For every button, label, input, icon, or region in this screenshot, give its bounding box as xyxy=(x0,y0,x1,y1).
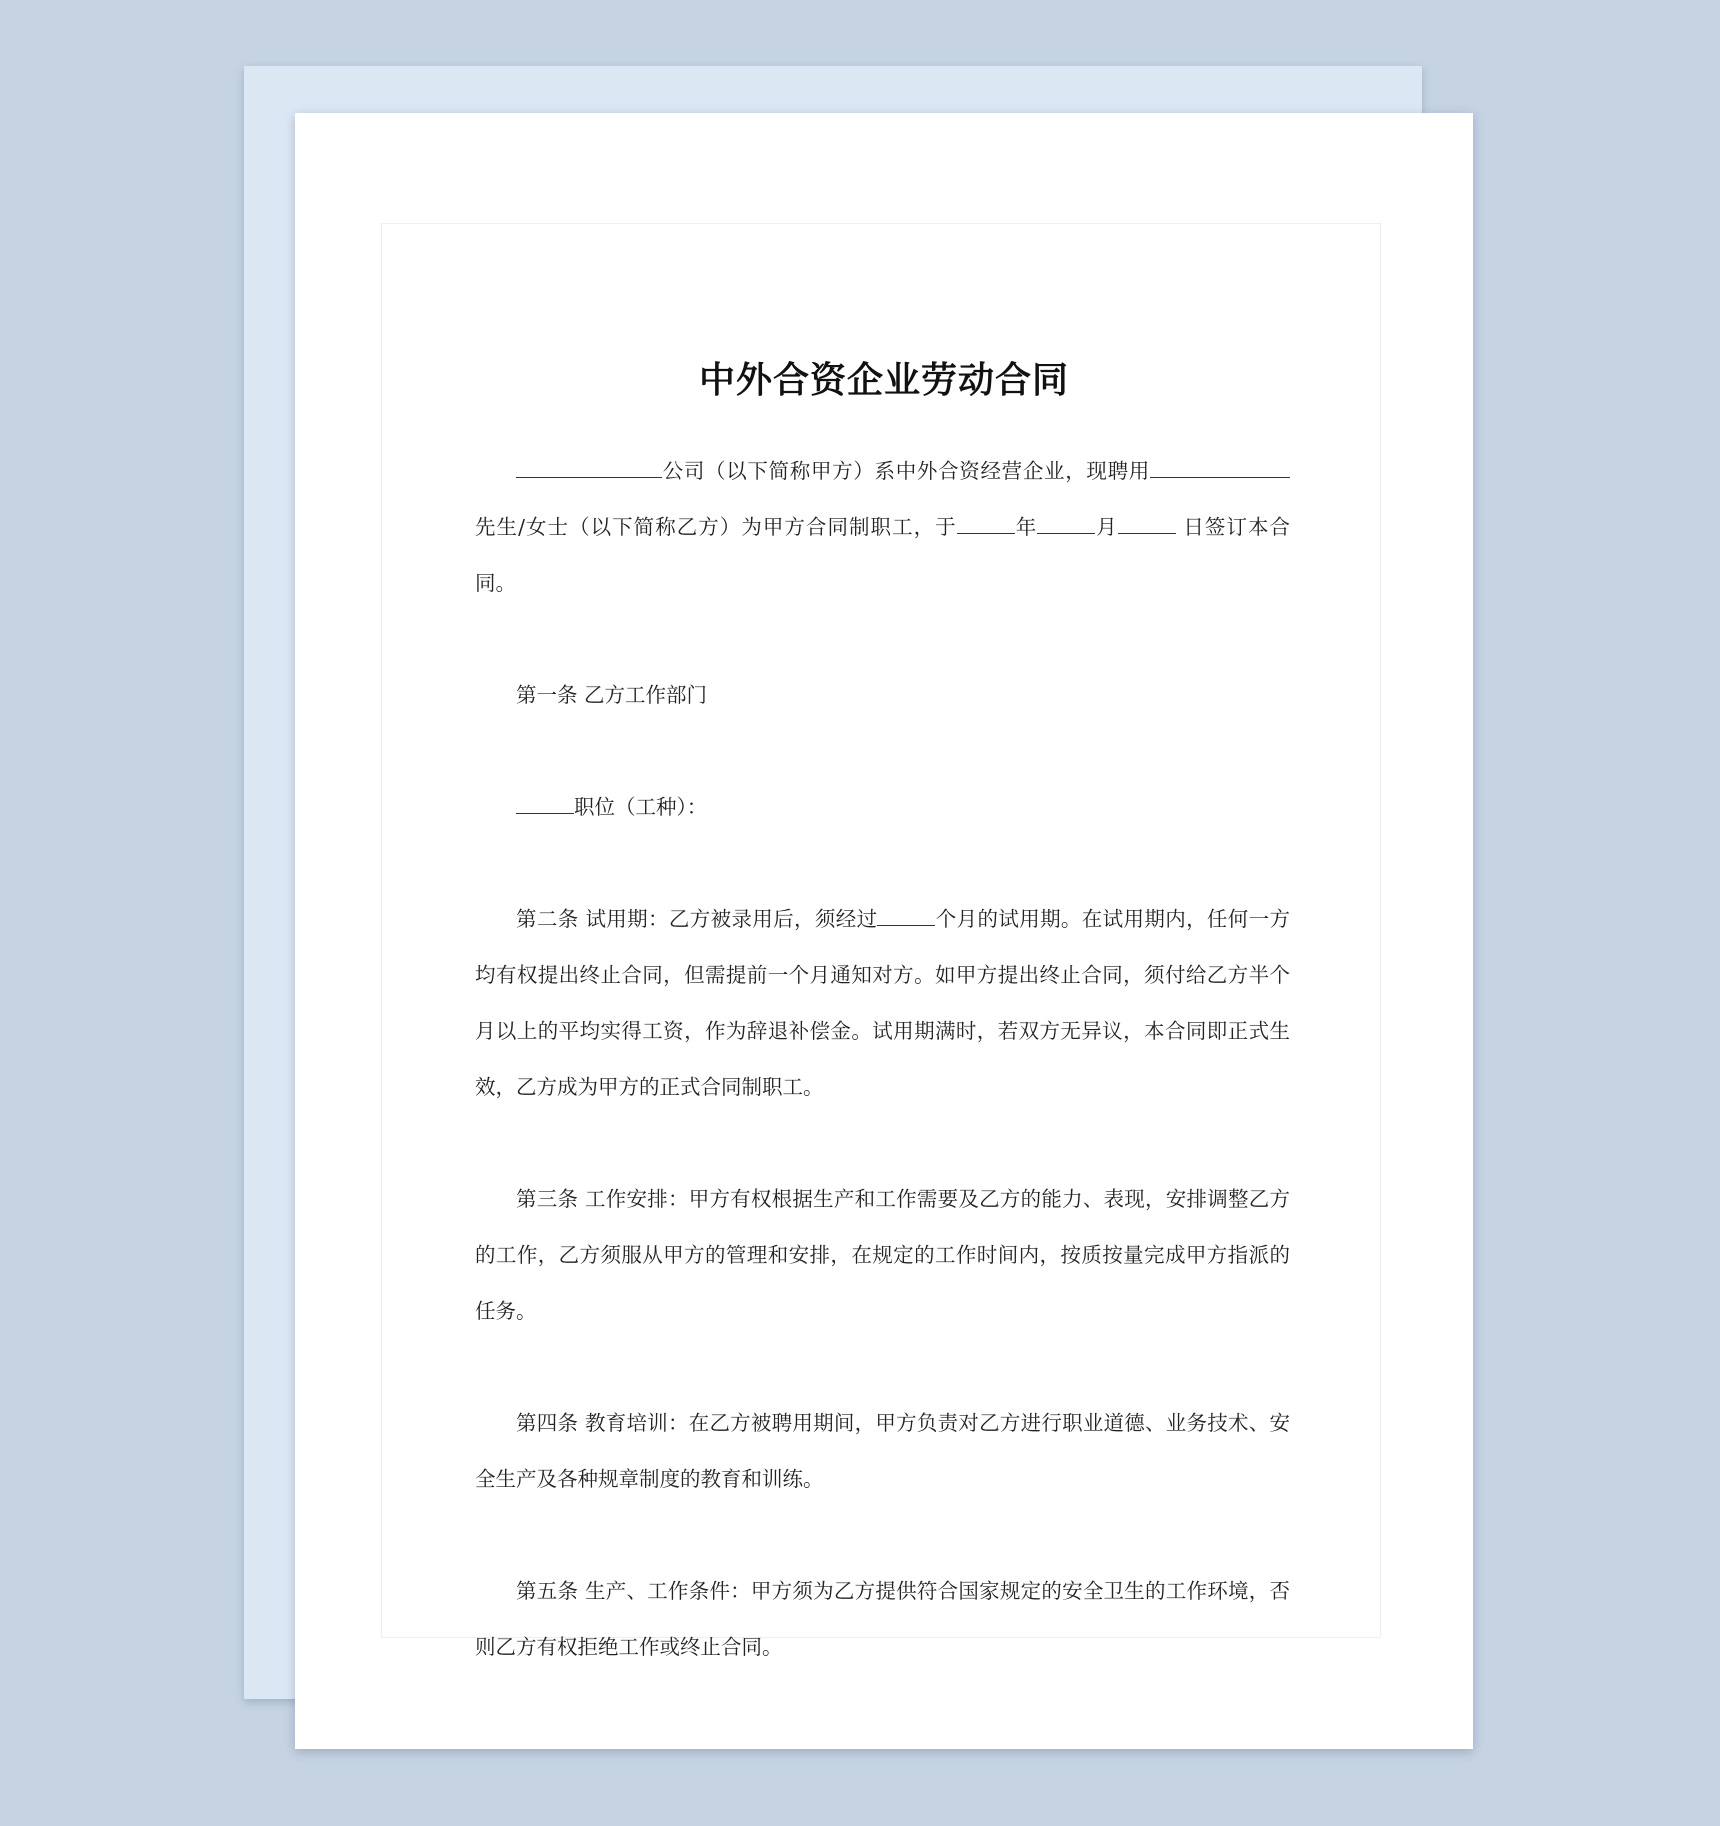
month-blank[interactable] xyxy=(1037,511,1095,534)
document-body xyxy=(475,443,1290,1675)
article-5: 第五条 生产、工作条件：甲方须为乙方提供符合国家规定的安全卫生的工作环境，否则乙方有权拒绝工作或终止合同。 xyxy=(475,1579,1290,1659)
article-3: 第三条 工作安排：甲方有权根据生产和工作需要及乙方的能力、表现，安排调整乙方的工作，乙方须服从甲方的管理和安排，在规定的工作时间内，按质按量完成甲方指派的任务。 xyxy=(475,1187,1290,1323)
year-blank[interactable] xyxy=(957,511,1015,534)
article-2: 第二条 试用期：乙方被录用后，须经过 个月的试用期。在试用期内，任何一方均有权提出终止合同，但需提前一个月通知对方。如甲方提出终止合同，须付给乙方半个月以上的平均实得工资，作为辞退补偿金。试用期满时，若双方无异议，本合同即正式生效，乙方成为甲方的正式合同制职工。 xyxy=(475,891,1290,1115)
employee-name-blank[interactable] xyxy=(1150,455,1290,478)
position-blank[interactable] xyxy=(516,791,574,814)
article-1: 第一条 乙方工作部门 xyxy=(516,683,708,707)
probation-months-blank[interactable] xyxy=(877,903,935,926)
intro-paragraph: 公司（以下简称甲方）系中外合资经营企业，现聘用先生/女士（以下简称乙方）为甲方合同制职工，于 年 月 日签订本合同。 xyxy=(475,443,1290,611)
day-blank[interactable] xyxy=(1118,511,1176,534)
company-name-blank[interactable] xyxy=(516,455,662,478)
position-line: 职位（工种）： xyxy=(475,779,1290,835)
document-title: 中外合资企业劳动合同 xyxy=(698,360,1069,401)
article-4: 第四条 教育培训：在乙方被聘用期间，甲方负责对乙方进行职业道德、业务技术、安全生产及各种规章制度的教育和训练。 xyxy=(475,1411,1290,1491)
document-page xyxy=(295,113,1473,1749)
